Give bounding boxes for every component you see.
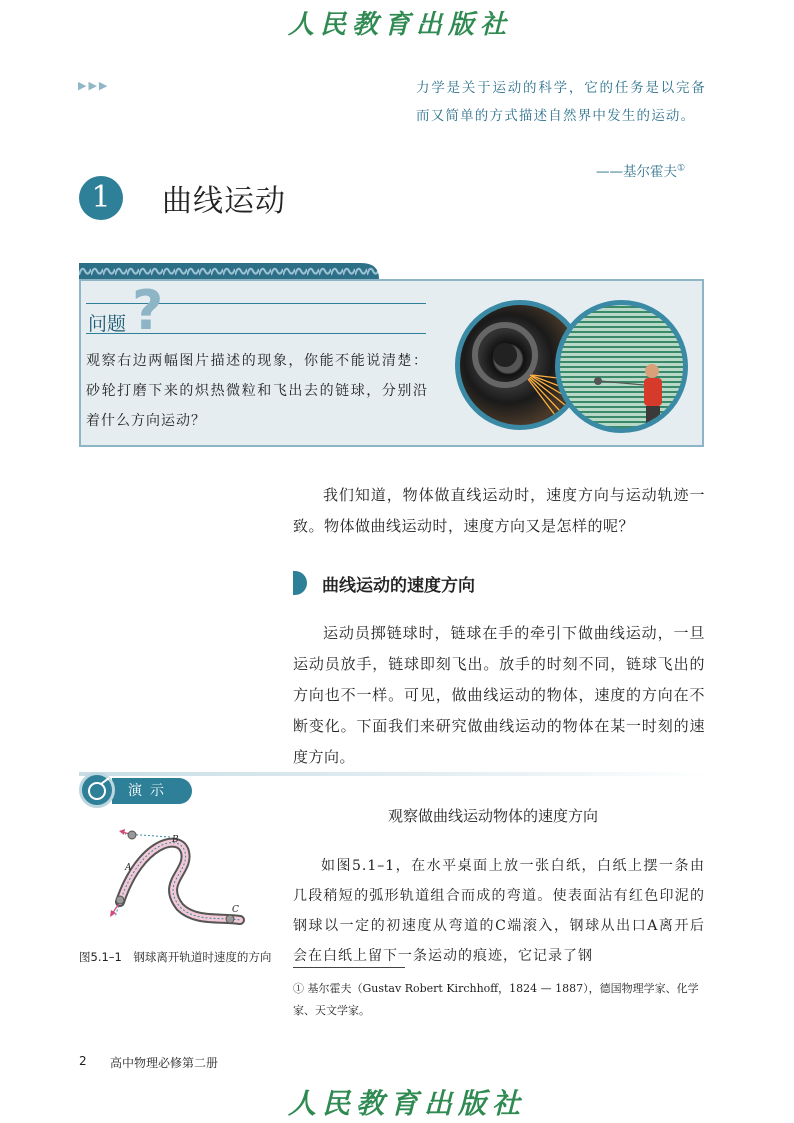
question-mark-icon: ? <box>132 279 164 342</box>
track-figure <box>100 822 260 932</box>
velocity-section-text: 运动员掷链球时，链球在手的牵引下做曲线运动，一旦运动员放手，链球即刻飞出。放手的时刻不同，链球飞出的方向也不一样。可见，做曲线运动的物体，速度的方向在不断变化。下面我们来研究做曲线运动的物体在某一时刻的速度方向。 <box>293 624 705 766</box>
label-a: A <box>125 863 132 873</box>
wave-decoration <box>79 263 379 279</box>
quote-footnote-ref: ① <box>677 163 686 174</box>
label-c: C <box>232 905 239 915</box>
ring-icon <box>82 775 112 805</box>
figure-caption: 图5.1–1 钢球离开轨道时速度的方向 <box>79 950 272 964</box>
demo-text: 如图5.1–1，在水平桌面上放一张白纸，白纸上摆一条由几段稍短的弧形轨道组合而成的弯道。使表面沾有红色印泥的钢球以一定的初速度从弯道的C端滚入，钢球从出口A离开后会在白纸上留下一条运动的痕迹，它记录了钢 <box>293 858 705 964</box>
book-title: 高中物理必修第二册 <box>110 1056 219 1070</box>
problem-title-line-bottom <box>86 333 426 334</box>
velocity-section-title: 曲线运动的速度方向 <box>322 576 475 596</box>
hammer-throw-photo <box>555 300 688 433</box>
quote-author <box>596 160 685 180</box>
publisher-logo-bottom: 人民教育出版社 <box>288 1087 527 1120</box>
label-b: B <box>172 835 179 845</box>
page-number: 2 <box>79 1054 87 1068</box>
problem-title: 问题 <box>88 313 127 335</box>
demo-divider <box>79 772 709 776</box>
footnote: ① 基尔霍夫（Gustav Robert Kirchhoff，1824 — 1887），德国物理学家、化学家、天文学家。 <box>293 982 699 1017</box>
demo-title: 观察做曲线运动物体的速度方向 <box>388 807 599 825</box>
athlete-icon <box>560 305 683 428</box>
problem-text: 观察右边两幅图片描述的现象，你能不能说清楚：砂轮打磨下来的炽热微粒和飞出去的链球，分别沿着什么方向运动？ <box>86 353 428 429</box>
section-number: 1 <box>79 176 123 220</box>
publisher-logo-top: 人民教育出版社 <box>288 10 513 40</box>
arrows-icon: ▶▶▶ <box>78 79 110 92</box>
section-marker-icon <box>293 571 307 595</box>
demo-icon <box>79 772 115 808</box>
quote-author-name: ——基尔霍夫 <box>596 164 677 180</box>
section-title: 曲线运动 <box>162 184 286 219</box>
quote-text: 力学是关于运动的科学，它的任务是以完备而又简单的方式描述自然界中发生的运动。 <box>416 80 706 124</box>
demo-tag: 演示 <box>112 778 192 804</box>
intro-paragraph: 我们知道，物体做直线运动时，速度方向与运动轨迹一致。物体做曲线运动时，速度方向又是怎样的呢？ <box>293 486 705 535</box>
footnote-divider <box>293 967 405 968</box>
